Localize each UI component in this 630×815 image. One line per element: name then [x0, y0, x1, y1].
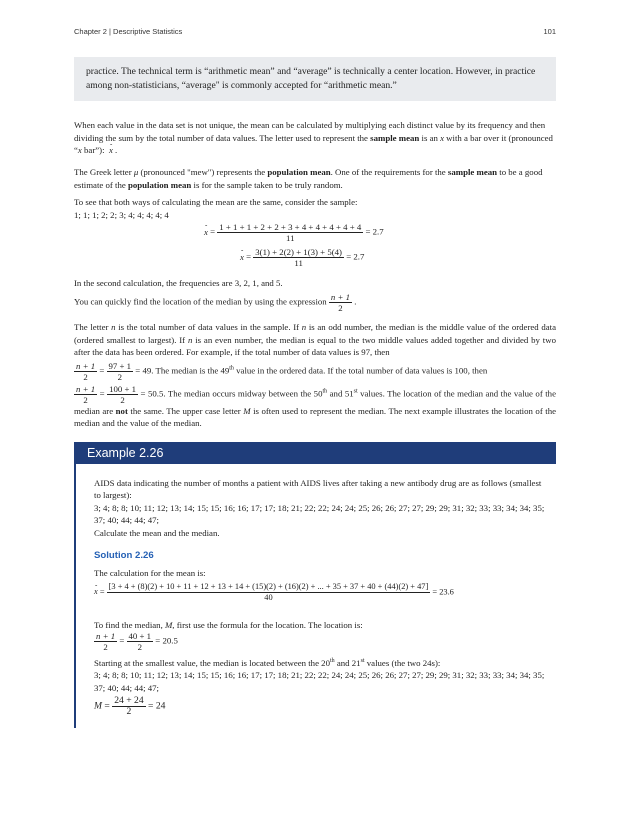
term-sample-mean: sample mean: [447, 167, 498, 177]
fraction: [107, 361, 134, 382]
text: and 51: [327, 388, 354, 399]
var-x: x: [440, 132, 444, 143]
denominator: 40: [264, 593, 273, 602]
solution-data: 3; 4; 8; 8; 10; 11; 12; 13; 14; 15; 15; 16; 16; 17; 17; 18; 21; 22; 22; 24; 24; 25; 26; 26; 27; 27; 29; 29; 31; 32; 33; 33; 34; 34; 35; 37; 40; 44; 44; 47;: [94, 670, 545, 693]
result: = 2.7: [346, 251, 365, 262]
paragraph-median-location: [74, 292, 556, 313]
sample-intro: To see that both ways of calculating the mean are the same, consider the sample:: [74, 197, 358, 207]
result: = 23.6: [432, 587, 454, 597]
equation-median-location: [94, 631, 178, 652]
var-M: M: [164, 620, 173, 630]
text: the same. The upper case letter: [127, 405, 244, 416]
equals: =: [246, 251, 252, 262]
result: = 20.5: [155, 635, 178, 646]
example-body: [94, 477, 546, 539]
equation-aids-mean: [94, 582, 454, 603]
numerator: [3 + 4 + (8)(2) + 10 + 11 + 12 + 13 + 14 + (15)(2) + (16)(2) + ... + 35 + 37 + 40 + (44)(2) + 47]: [108, 582, 429, 591]
x-bar-symbol: - x: [204, 227, 208, 237]
var-M: M: [243, 405, 251, 416]
numerator: 24 + 24: [114, 695, 144, 706]
denominator: 2: [120, 394, 125, 405]
fraction: [107, 582, 431, 603]
frequencies-text: In the second calculation, the frequencies are 3, 2, 1, and 5.: [74, 278, 283, 288]
text: The Greek letter: [74, 167, 134, 177]
sample-data: 1; 1; 1; 2; 2; 3; 4; 4; 4; 4; 4: [74, 209, 169, 220]
x-bar-symbol: - x: [94, 587, 98, 596]
fraction: [127, 631, 154, 652]
text: , first use the formula for the location. The location is:: [172, 620, 363, 630]
superscript: th: [229, 365, 234, 372]
denominator: 2: [126, 706, 132, 717]
note-box: [74, 57, 556, 101]
paragraph-sample-mean: [74, 119, 556, 157]
fraction: [74, 384, 97, 405]
emphasis-not: not: [115, 405, 128, 416]
denominator: 2: [338, 303, 343, 313]
denominator: 11: [294, 258, 303, 268]
numerator: n + 1: [330, 292, 351, 302]
mu-symbol: μ: [133, 167, 139, 177]
text: = 49. The median is the 49: [133, 365, 230, 376]
numerator: 1 + 1 + 1 + 2 + 2 + 3 + 4 + 4 + 4 + 4 + 4: [219, 222, 362, 232]
numerator: 40 + 1: [128, 631, 152, 641]
equals: =: [99, 365, 105, 376]
equation-mean-direct: [204, 222, 384, 243]
fraction: [74, 361, 97, 382]
equals: =: [119, 635, 125, 646]
var-n: n: [111, 322, 116, 332]
x-bar-symbol: - x: [240, 252, 244, 262]
text: (pronounced "mew") represents the: [138, 167, 268, 177]
var-n: n: [187, 334, 193, 345]
x-bar-symbol: - x: [109, 144, 113, 157]
denominator: 2: [83, 394, 88, 405]
text: To find the median,: [94, 620, 165, 630]
example-left-rule: [74, 464, 76, 728]
term-population-mean: population mean: [267, 167, 331, 177]
equals: =: [104, 700, 110, 712]
paragraph-frequencies: [74, 277, 556, 290]
term-population-mean: population mean: [127, 179, 192, 190]
denominator: 11: [286, 233, 295, 243]
mean-intro-text: The calculation for the mean is:: [94, 568, 206, 578]
text: values (the two 24s):: [364, 658, 441, 668]
text: is an: [419, 132, 441, 143]
result: = 24: [148, 700, 166, 712]
text: You can quickly find the location of the median by using the expression: [74, 296, 329, 307]
var-n: n: [301, 322, 307, 332]
fraction: [94, 631, 117, 652]
text: When each value in the data set is not unique, the mean can be calculated by multiplying each distinct value by its frequency and then dividing the sum by the total number of data values. The letter used to represent the: [74, 120, 546, 143]
numerator: 100 + 1: [109, 383, 137, 394]
text: and 21: [334, 658, 361, 668]
denominator: 2: [117, 371, 122, 382]
example-title-bar: [74, 442, 556, 464]
fraction: [217, 222, 363, 243]
text: is often used to represent the median. The next example illustrates the location of the median and the value of the median.: [74, 405, 557, 429]
example-intro: AIDS data indicating the number of months a patient with AIDS lives after taking a new antibody drug are as follows (smallest to largest):: [94, 478, 542, 501]
numerator: n + 1: [76, 360, 96, 371]
example-data: 3; 4; 8; 8; 10; 11; 12; 13; 14; 15; 15; 16; 16; 17; 17; 18; 21; 22; 22; 24; 24; 25; 26; 26; 27; 27; 29; 29; 31; 32; 33; 33; 34; 34; 35; 37; 40; 44; 44; 47;: [94, 502, 545, 526]
equals: =: [210, 226, 216, 237]
numerator: n + 1: [76, 383, 96, 394]
solution-median-intro: [94, 619, 546, 631]
text: values. The location of the median and the value of the median are: [74, 388, 556, 416]
text: .: [112, 145, 118, 156]
solution-mean-intro: [94, 567, 546, 579]
result: = 2.7: [365, 226, 384, 237]
numerator: n + 1: [96, 631, 116, 641]
numerator: 3(1) + 2(2) + 1(3) + 5(4): [255, 247, 342, 257]
superscript: th: [329, 658, 335, 665]
var-x: x: [77, 145, 82, 156]
fraction-n-plus-1-over-2: [329, 292, 352, 313]
chapter-header: Chapter 2 | Descriptive Statistics: [74, 27, 183, 36]
text: = 50.5. The median occurs midway between the 50: [138, 388, 323, 399]
text: is for the sample taken to be truly random.: [191, 179, 343, 190]
note-text: practice. The technical term is “arithmetic mean” and “average” is technically a center location. However, in practice among non-statisticians, “average" is commonly accepted for “arithmetic mean.”: [86, 66, 536, 91]
superscript: st: [353, 388, 358, 395]
solution-median-data: [94, 657, 546, 694]
text: .: [352, 296, 357, 307]
text: to be a good estimate of the: [74, 167, 543, 190]
paragraph-population-mean: [74, 166, 556, 191]
example-task: Calculate the mean and the median.: [94, 527, 220, 538]
text: bar”):: [81, 145, 107, 156]
superscript: th: [322, 388, 328, 395]
example-title: Example 2.26: [87, 446, 164, 460]
superscript: st: [360, 658, 365, 665]
page-number: 101: [543, 27, 556, 36]
text: The letter: [74, 322, 112, 332]
equals: =: [99, 587, 105, 597]
fraction: [253, 247, 344, 268]
denominator: 2: [83, 371, 88, 382]
equals: =: [99, 388, 105, 399]
var-M: M: [94, 700, 102, 712]
denominator: 2: [137, 642, 142, 652]
denominator: 2: [103, 642, 108, 652]
solution-title: Solution 2.26: [94, 550, 154, 561]
text: value in the ordered data. If the total number of data values is 100, then: [233, 365, 488, 376]
equation-mean-frequency: [240, 247, 364, 268]
text: is the total number of data values in the sample. If: [115, 322, 302, 332]
equation-median-value: [94, 696, 165, 717]
numerator: 97 + 1: [108, 360, 132, 371]
text: . One of the requirements for the: [330, 167, 448, 177]
term-sample-mean: sample mean: [370, 132, 420, 143]
paragraph-sample: [74, 196, 556, 221]
text: Starting at the smallest value, the median is located between the 20: [94, 658, 330, 668]
paragraph-median-explanation: [74, 321, 556, 430]
fraction: [112, 696, 145, 717]
fraction: [107, 384, 138, 405]
text: with a bar over it (pronounced “: [74, 132, 553, 156]
text: is an even number, the median is equal to the two middle values added together and divided by two after the data has been ordered. For example, if the total number of data values is 97, then: [74, 334, 556, 358]
text: is an odd number, the median is the middle value of the ordered data (ordered smallest to largest). If: [74, 322, 557, 345]
